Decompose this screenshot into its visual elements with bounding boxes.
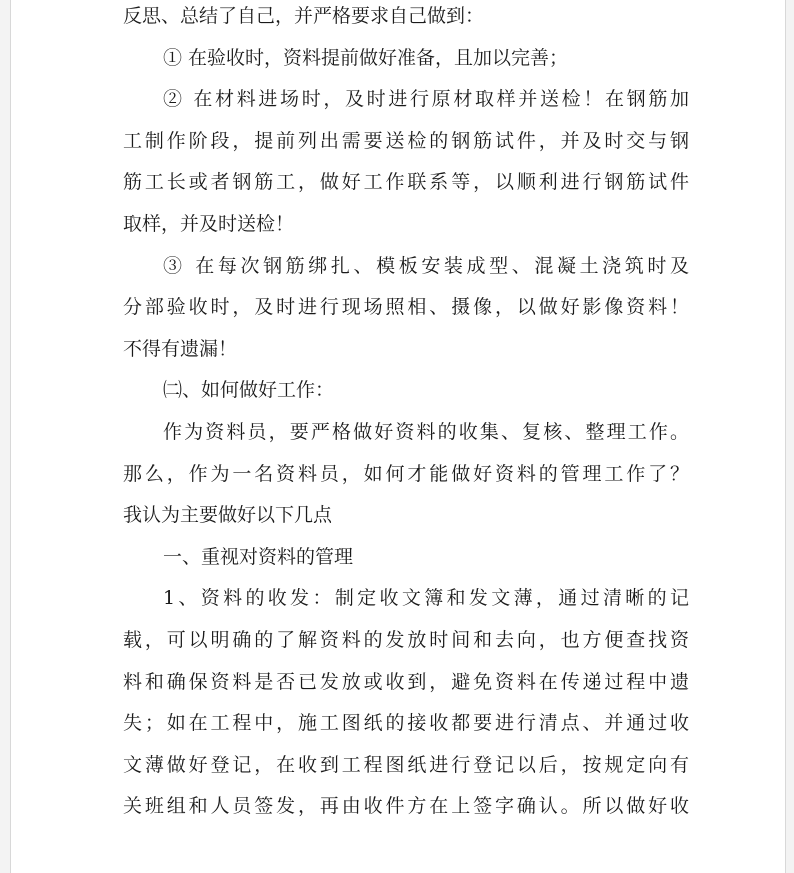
text-line: 1、资料的收发：制定收文簿和发文薄，通过清晰的记 [163,587,689,610]
text-line: ① 在验收时，资料提前做好准备，且加以完善； [163,46,569,69]
text-line: 料和确保资料是否已发放或收到，避免资料在传递过程中遗 [123,670,689,693]
text-line: ② 在材料进场时，及时进行原材取样并送检！在钢筋加 [163,88,689,111]
text-line: 分部验收时，及时进行现场照相、摄像，以做好影像资料！ [123,296,689,319]
text-line: 筋工长或者钢筋工，做好工作联系等，以顺利进行钢筋试件 [123,171,689,194]
section-heading: 一、重视对资料的管理 [163,545,354,568]
text-line: 载，可以明确的了解资料的发放时间和去向，也方便查找资 [123,628,689,651]
text-line: ③ 在每次钢筋绑扎、模板安装成型、混凝土浇筑时及 [163,254,689,277]
section-heading: ㈡、如何做好工作： [163,379,335,402]
text-line: 反思、总结了自己，并严格要求自己做到： [123,5,485,27]
text-line: 失；如在工程中，施工图纸的接收都要进行清点、并通过收 [123,712,689,735]
text-line: 作为资料员，要严格做好资料的收集、复核、整理工作。 [163,420,689,443]
text-line: 取样，并及时送检！ [123,212,295,235]
text-line: 那么，作为一名资料员，如何才能做好资料的管理工作了？ [123,462,689,485]
text-line: 不得有遗漏！ [123,337,238,360]
text-line: 文薄做好登记，在收到工程图纸进行登记以后，按规定向有 [123,753,689,776]
document-page [10,0,786,873]
text-line: 关班组和人员签发，再由收件方在上签字确认。所以做好收 [123,795,689,818]
document-body [123,0,689,828]
text-line: 工制作阶段，提前列出需要送检的钢筋试件，并及时交与钢 [123,129,689,152]
text-line: 我认为主要做好以下几点 [123,504,333,527]
